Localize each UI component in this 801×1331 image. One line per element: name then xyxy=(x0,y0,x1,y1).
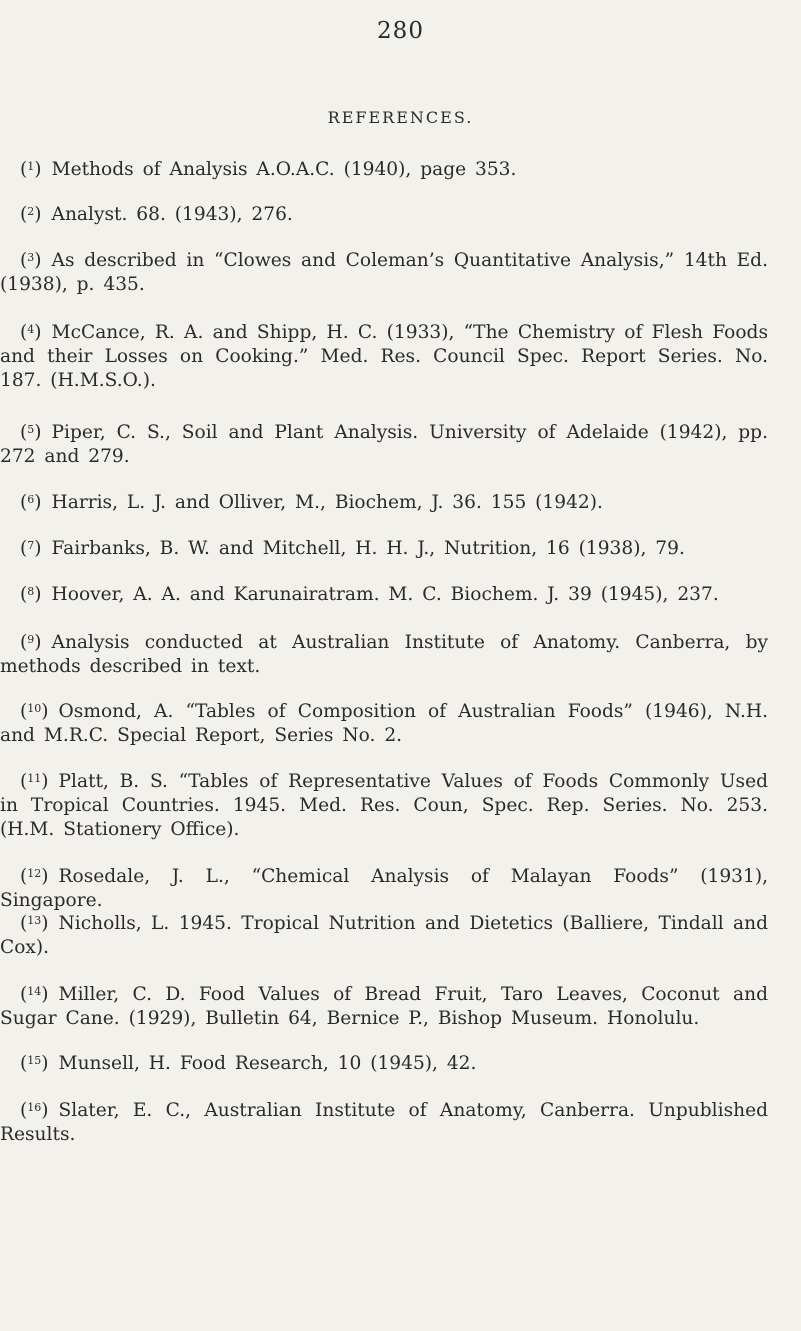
reference-text: Analysis conducted at Australian Institute of Anatomy. Canberra, by methods described in text. xyxy=(0,632,768,677)
reference-text: Fairbanks, B. W. and Mitchell, H. H. J., Nutrition, 16 (1938), 79. xyxy=(51,538,685,559)
reference-number: ($^{11}$) xyxy=(20,771,49,792)
reference-text: Piper, C. S., Soil and Plant Analysis. University of Adelaide (1942), pp. 272 and 279. xyxy=(0,422,768,467)
reference-number: ($^{13}$) xyxy=(20,913,49,934)
reference-text: Slater, E. C., Australian Institute of Anatomy, Canberra. Unpublished Results. xyxy=(0,1100,768,1145)
reference-item xyxy=(0,628,768,679)
reference-item xyxy=(0,1049,768,1076)
reference-number: ($^2$) xyxy=(20,204,42,225)
reference-item xyxy=(0,534,768,561)
reference-item xyxy=(0,862,768,913)
page-number: 280 xyxy=(377,18,424,44)
references-heading: REFERENCES. xyxy=(327,108,474,127)
reference-item xyxy=(0,200,768,227)
reference-number: ($^4$) xyxy=(20,322,42,343)
reference-number: ($^8$) xyxy=(20,584,42,605)
reference-number: ($^{12}$) xyxy=(20,866,49,887)
reference-text: McCance, R. A. and Shipp, H. C. (1933), “The Chemistry of Flesh Foods and their Losses on Cooking.” Med. Res. Council Spec. Report Series. No. 187. (H.M.S.O.). xyxy=(0,322,768,391)
reference-text: As described in “Clowes and Coleman’s Quantitative Analysis,” 14th Ed. (1938), p. 435. xyxy=(0,250,768,295)
reference-text: Hoover, A. A. and Karunairatram. M. C. Biochem. J. 39 (1945), 237. xyxy=(51,584,719,605)
reference-text: Osmond, A. “Tables of Composition of Australian Foods” (1946), N.H. and M.R.C. Special Report, Series No. 2. xyxy=(0,701,768,746)
reference-item xyxy=(0,246,768,297)
reference-item xyxy=(0,318,768,393)
reference-number: ($^{16}$) xyxy=(20,1100,49,1121)
reference-number: ($^1$) xyxy=(20,159,42,180)
reference-item xyxy=(0,909,768,960)
reference-number: ($^6$) xyxy=(20,492,42,513)
reference-text: Nicholls, L. 1945. Tropical Nutrition and Dietetics (Balliere, Tindall and Cox). xyxy=(0,913,768,958)
reference-number: ($^{15}$) xyxy=(20,1053,49,1074)
reference-number: ($^3$) xyxy=(20,250,42,271)
reference-text: Harris, L. J. and Olliver, M., Biochem, J. 36. 155 (1942). xyxy=(51,492,603,513)
reference-number: ($^7$) xyxy=(20,538,42,559)
reference-number: ($^5$) xyxy=(20,422,42,443)
reference-text: Miller, C. D. Food Values of Bread Fruit, Taro Leaves, Coconut and Sugar Cane. (1929), Bulletin 64, Bernice P., Bishop Museum. Honolulu. xyxy=(0,984,768,1029)
reference-text: Analyst. 68. (1943), 276. xyxy=(51,204,293,225)
reference-item xyxy=(0,1096,768,1147)
reference-item xyxy=(0,488,768,515)
reference-number: ($^9$) xyxy=(20,632,42,653)
reference-number: ($^{14}$) xyxy=(20,984,49,1005)
reference-item xyxy=(0,767,768,842)
reference-text: Methods of Analysis A.O.A.C. (1940), page 353. xyxy=(51,159,517,180)
reference-item xyxy=(0,697,768,748)
reference-text: Rosedale, J. L., “Chemical Analysis of Malayan Foods” (1931), Singapore. xyxy=(0,866,768,911)
reference-item xyxy=(0,418,768,469)
reference-item xyxy=(0,980,768,1031)
reference-item xyxy=(0,155,768,182)
reference-text: Platt, B. S. “Tables of Representative Values of Foods Commonly Used in Tropical Countries. 1945. Med. Res. Coun, Spec. Rep. Series. No. 253. (H.M. Stationery Office). xyxy=(0,771,768,840)
reference-text: Munsell, H. Food Research, 10 (1945), 42. xyxy=(58,1053,477,1074)
reference-number: ($^{10}$) xyxy=(20,701,49,722)
reference-item xyxy=(0,580,768,607)
